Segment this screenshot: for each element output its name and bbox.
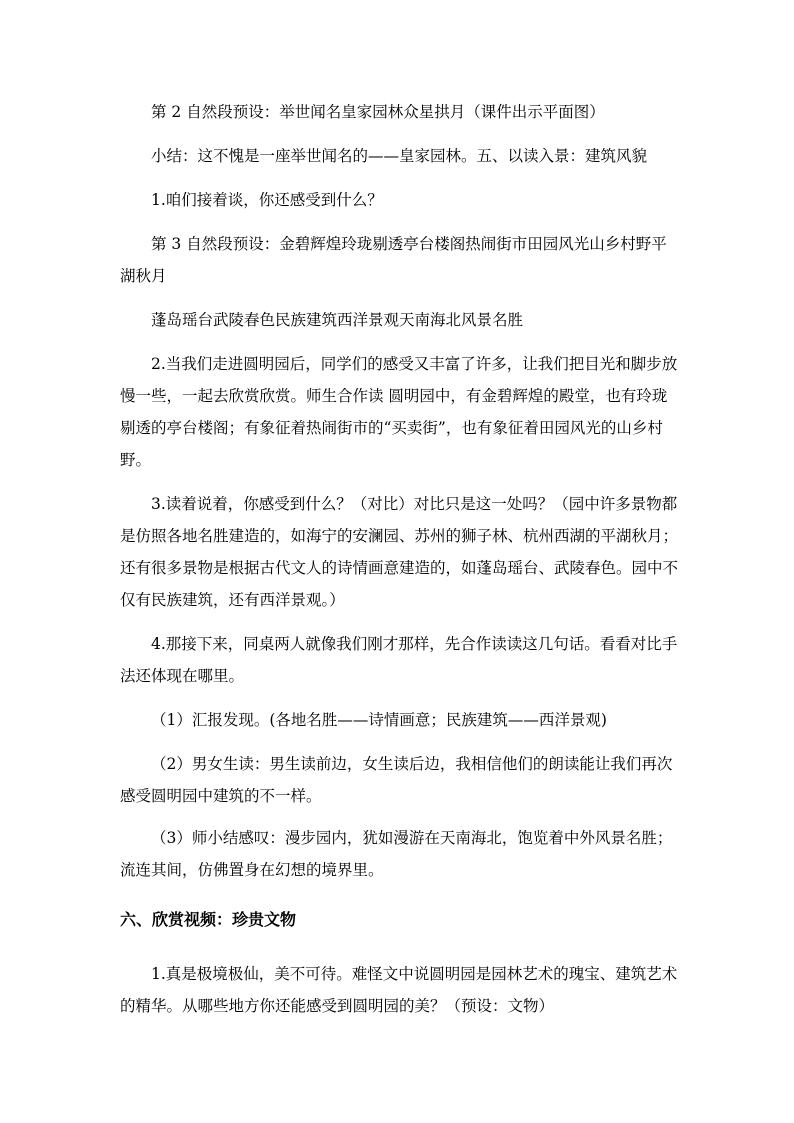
- paragraph-final-question: 1.真是极境极仙，美不可待。难怪文中说圆明园是园林艺术的瑰宝、建筑艺术的精华。从哪些地方你还能感受到圆明园的美？（预设：文物）: [120, 965, 678, 1015]
- paragraph-summary: 小结：这不愧是一座举世闻名的——皇家园林。五、以读入景：建筑风貌: [151, 147, 648, 165]
- section-heading-six: 六、欣赏视频：珍贵文物: [120, 910, 297, 929]
- paragraph-boys-girls-reading: （2）男女生读：男生读前边，女生读后边，我相信他们的朗读能让我们再次感受圆明园中建筑的不一样。: [120, 755, 673, 805]
- paragraph-teacher-summary: （3）师小结感叹：漫步园内，犹如漫游在天南海北，饱览着中外风景名胜；流连其间，仿佛置身在幻想的境界里。: [120, 829, 673, 879]
- paragraph-point-4: 4.那接下来，同桌两人就像我们刚才那样，先合作读读这几句话。看看对比手法还体现在哪里。: [120, 635, 678, 685]
- paragraph-report-findings: （1）汇报发现。(各地名胜——诗情画意；民族建筑——西洋景观): [151, 711, 607, 729]
- paragraph-section3-preset: 第 3 自然段预设：金碧辉煌玲珑剔透亭台楼阁热闹街市田园风光山乡村野平湖秋月: [120, 235, 667, 285]
- paragraph-question-1: 1.咱们接着谈，你还感受到什么？: [151, 191, 383, 209]
- paragraph-section2-preset: 第 2 自然段预设：举世闻名皇家园林众星拱月（课件出示平面图）: [151, 103, 605, 121]
- paragraph-point-3: 3.读着说着，你感受到什么？（对比）对比只是这一处吗？（园中许多景物都是仿照各地名胜建造的，如海宁的安澜园、苏州的狮子林、杭州西湖的平湖秋月；还有很多景物是根据古代文人的诗情画意建造的，如蓬岛瑶台、武陵春色。园中不仅有民族建筑，还有西洋景观。）: [120, 495, 679, 609]
- paragraph-scenic-names: 蓬岛瑶台武陵春色民族建筑西洋景观天南海北风景名胜: [151, 311, 524, 329]
- paragraph-point-2: 2.当我们走进圆明园后，同学们的感受又丰富了许多，让我们把目光和脚步放慢一些，一起去欣赏欣赏。师生合作读 圆明园中，有金碧辉煌的殿堂，也有玲珑剔透的亭台楼阁；有象征着热闹街市的“买卖街”，也有象征着田园风光的山乡村野。: [120, 355, 678, 469]
